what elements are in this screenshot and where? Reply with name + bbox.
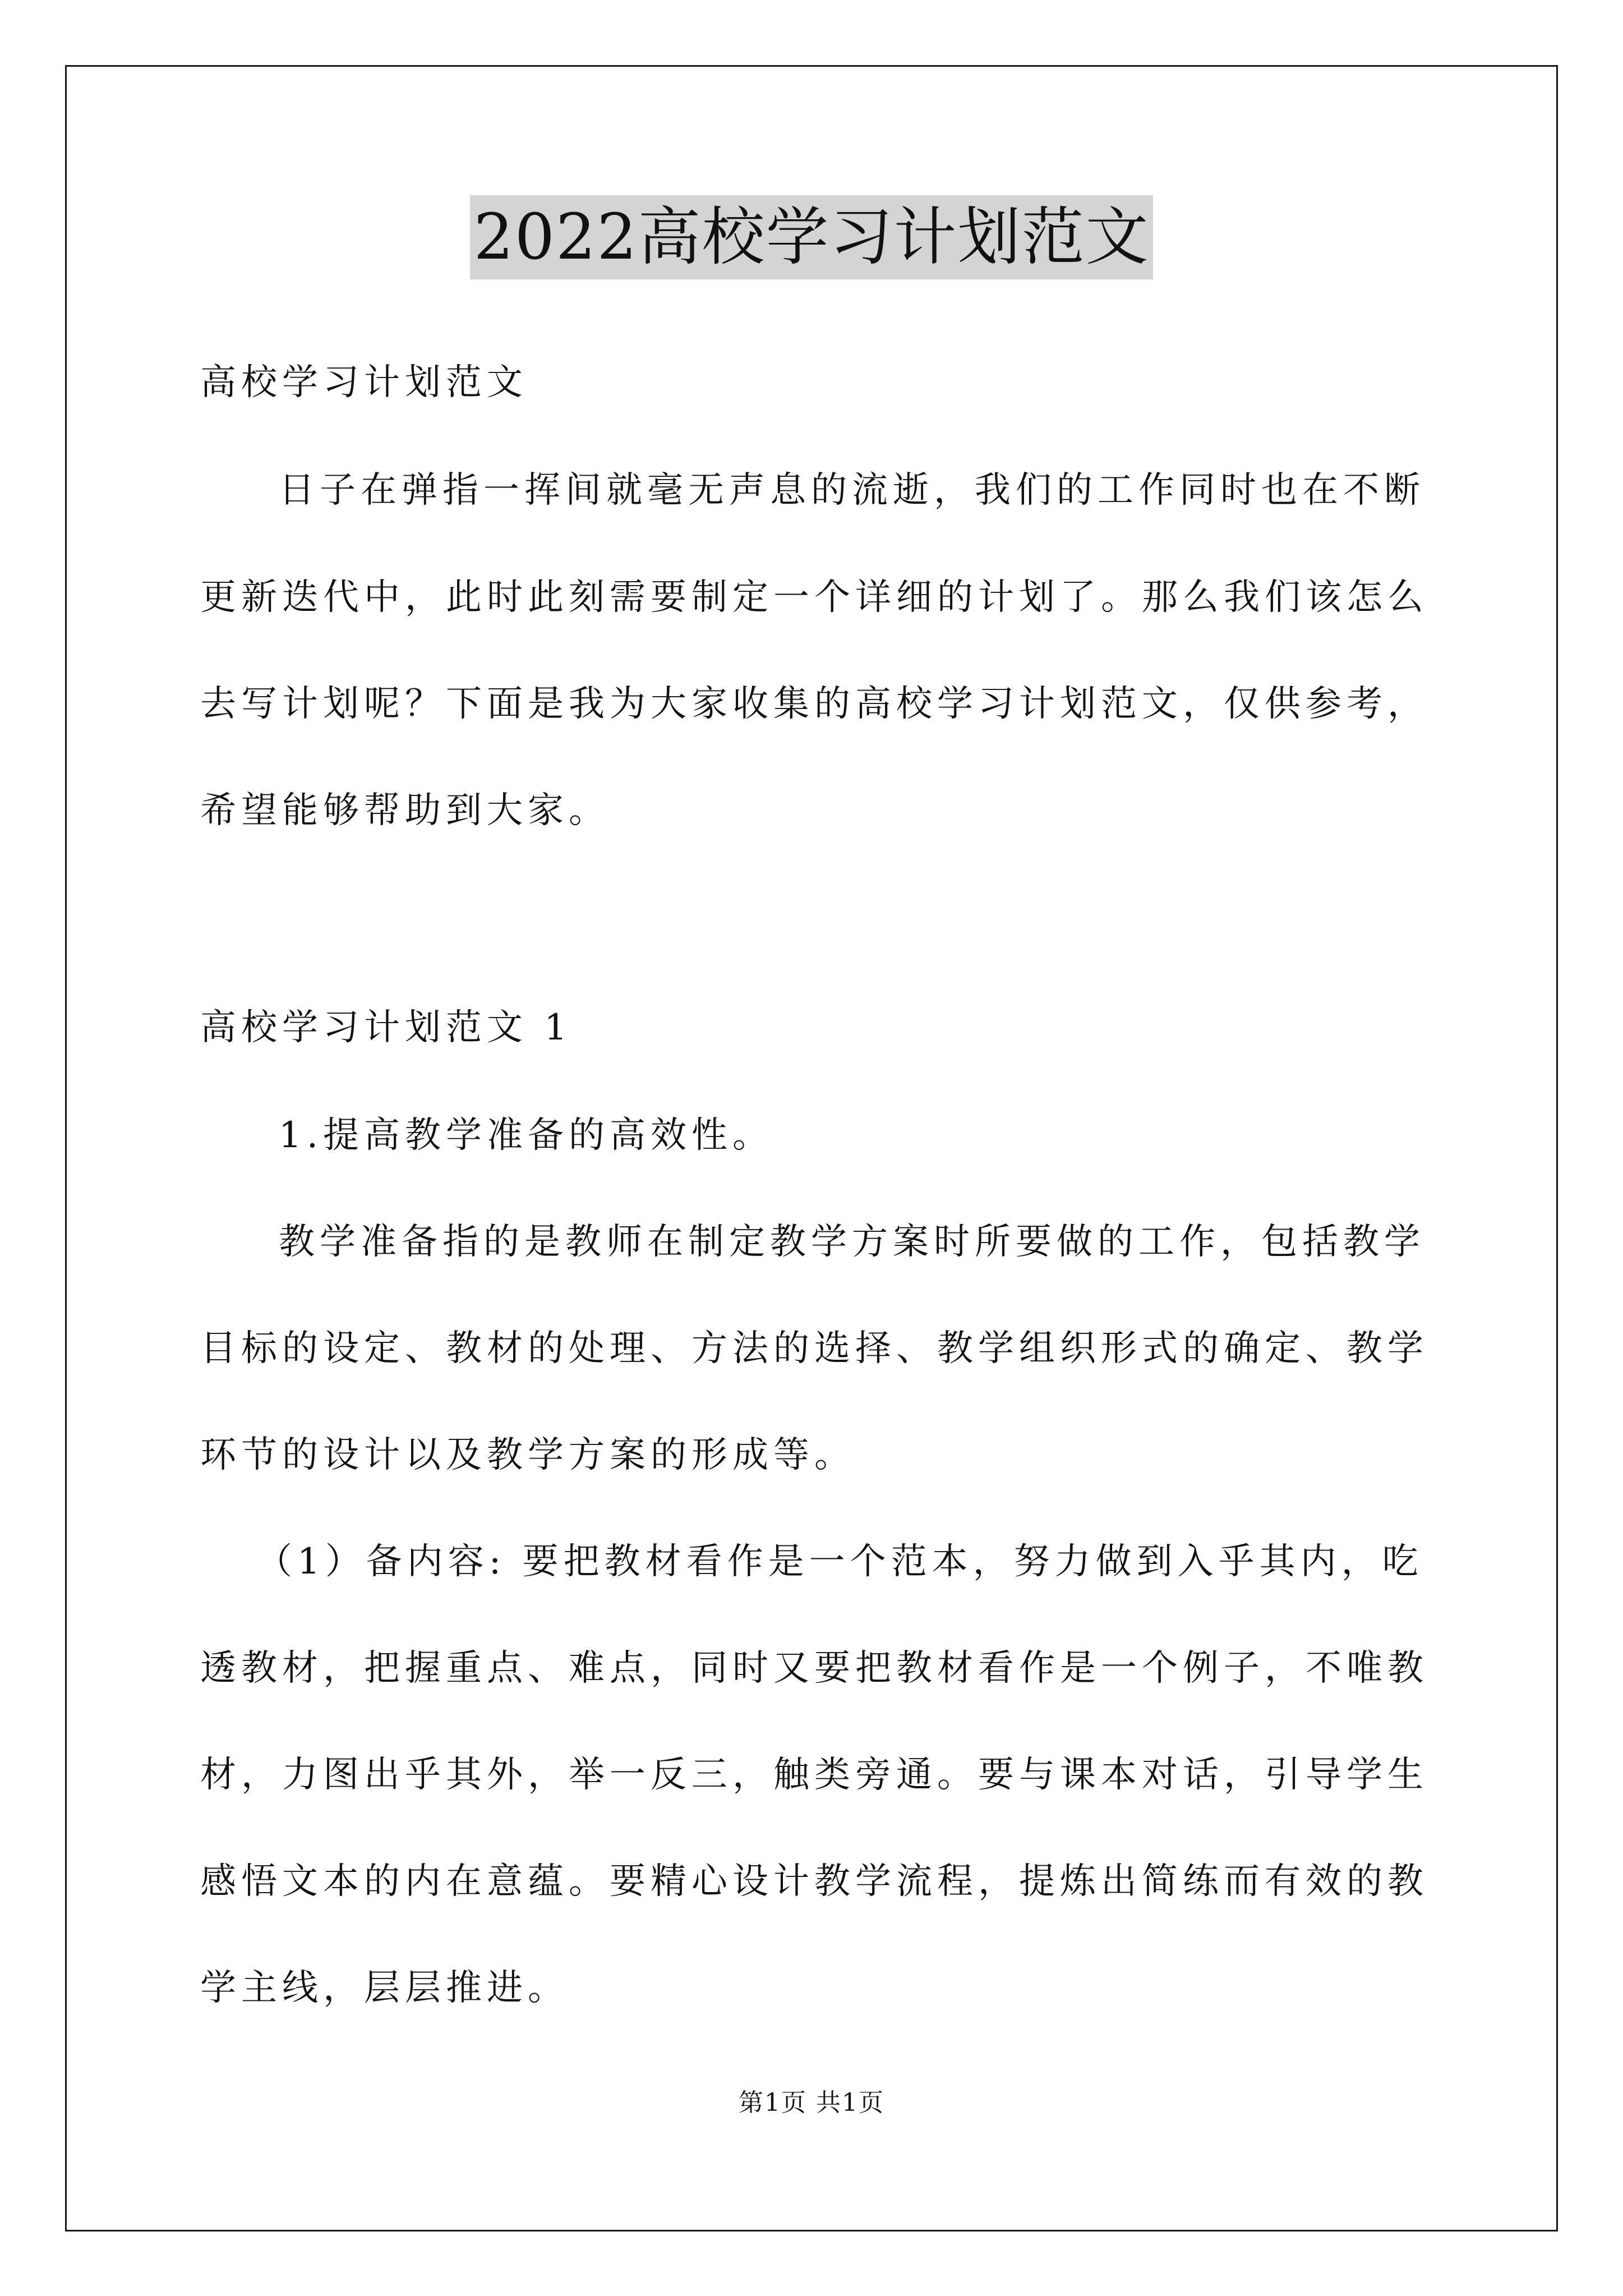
- document-subtitle: 高校学习计划范文: [200, 362, 528, 403]
- intro-line: 希望能够帮助到大家。: [200, 790, 610, 831]
- intro-line: 更新迭代中，此时此刻需要制定一个详细的计划了。那么我们该怎么: [200, 577, 1428, 618]
- paragraph-line: 材，力图出乎其外，举一反三，触类旁通。要与课本对话，引导学生: [200, 1754, 1428, 1796]
- paragraph-line: （1）备内容: 要把教材看作是一个范本，努力做到入乎其内，吃: [256, 1541, 1423, 1582]
- paragraph-line: 环节的设计以及教学方案的形成等。: [200, 1434, 855, 1476]
- paragraph-line: 透教材，把握重点、难点，同时又要把教材看作是一个例子，不唯教: [200, 1648, 1428, 1689]
- paragraph-line: 目标的设定、教材的处理、方法的选择、教学组织形式的确定、教学: [200, 1328, 1428, 1369]
- intro-line: 日子在弹指一挥间就毫无声息的流逝，我们的工作同时也在不断: [279, 470, 1425, 511]
- page-number-footer: 第1页 共1页: [739, 2088, 884, 2117]
- paragraph-line: 学主线，层层推进。: [200, 1967, 569, 2009]
- title-container: [0, 195, 1623, 279]
- paragraph-line: 教学准备指的是教师在制定教学方案时所要做的工作，包括教学: [279, 1221, 1425, 1263]
- section-heading: 高校学习计划范文 1: [200, 1007, 573, 1048]
- intro-line: 去写计划呢？下面是我为大家收集的高校学习计划范文，仅供参考，: [200, 683, 1428, 725]
- document-title: 2022高校学习计划范文: [470, 195, 1152, 279]
- point-heading: 1.提高教学准备的高效性。: [279, 1115, 774, 1156]
- paragraph-line: 感悟文本的内在意蕴。要精心设计教学流程，提炼出简练而有效的教: [200, 1861, 1428, 1902]
